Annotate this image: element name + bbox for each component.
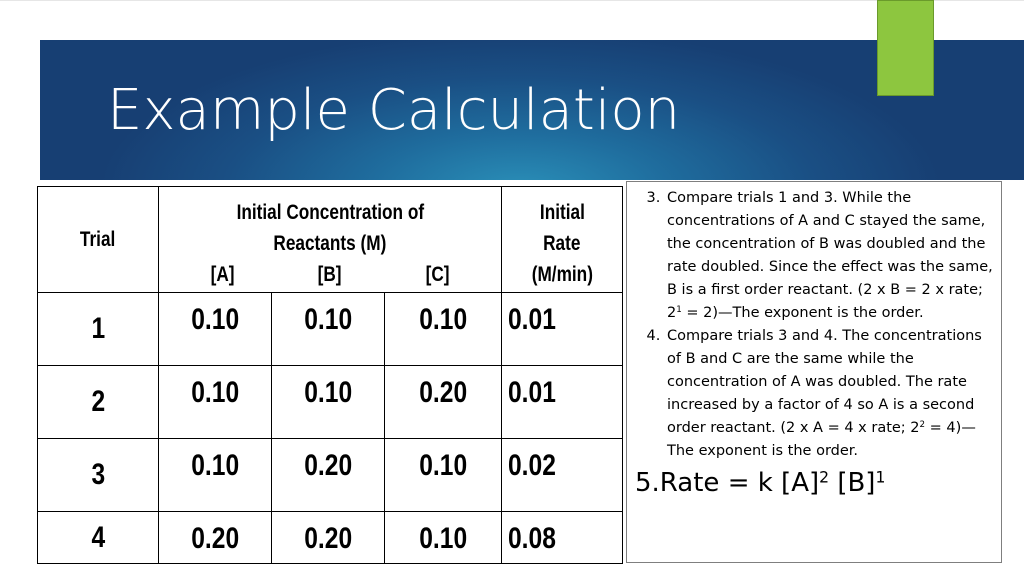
accent-bar <box>877 0 934 96</box>
conc-c-cell: 0.10 <box>419 449 467 482</box>
explanation-list <box>627 182 1001 463</box>
trial-cell: 4 <box>91 520 105 554</box>
top-divider <box>0 0 1024 1</box>
conc-a-cell: 0.20 <box>191 522 239 555</box>
conc-a-cell: 0.10 <box>191 449 239 482</box>
list-item: 3. Compare trials 1 and 3. While the concentrations of A and C stayed the same, the concentration of B was doubled and the rate doubled. Since the effect was the same, B is a first order reactant. (2 x B = 2 x rate; $2^1$ = 2)—The exponent is the order. <box>665 187 993 325</box>
header-concentration <box>159 187 502 293</box>
rate-cell: 0.08 <box>508 522 556 555</box>
explanation-textbox <box>626 181 1002 563</box>
conc-c-cell: 0.20 <box>419 376 467 409</box>
header-conc-line2: Reactants (M) <box>273 232 387 255</box>
table-row <box>38 439 623 512</box>
header-rate: Initial Rate (M/min) <box>502 187 623 293</box>
list-item: 4. Compare trials 3 and 4. The concentrations of B and C are the same while the concentration of A was doubled. The rate increased by a factor of 4 so A is a second order reactant. (2 x A = 4 x rate; $2^2$ = 4)—The exponent is the order. <box>665 325 993 463</box>
conc-b-cell: 0.10 <box>304 303 352 336</box>
conc-a-cell: 0.10 <box>191 376 239 409</box>
conc-b-cell: 0.20 <box>304 522 352 555</box>
trial-cell: 3 <box>91 458 105 491</box>
table-row <box>38 293 623 366</box>
header-b: [B] <box>318 263 342 286</box>
header-trial: Trial <box>38 187 159 293</box>
rate-data-table <box>37 186 623 564</box>
rate-cell: 0.01 <box>508 303 556 336</box>
trial-cell: 1 <box>91 312 105 345</box>
rate-cell: 0.01 <box>508 376 556 409</box>
header-conc-line1: Initial Concentration of <box>236 201 424 224</box>
conc-b-cell: 0.10 <box>304 376 352 409</box>
trial-cell: 2 <box>91 385 105 418</box>
conc-c-cell: 0.10 <box>419 303 467 336</box>
table-row <box>38 512 623 564</box>
conc-c-cell: 0.10 <box>419 522 467 555</box>
rate-cell: 0.02 <box>508 449 556 482</box>
conc-b-cell: 0.20 <box>304 449 352 482</box>
slide-title: Example Calculation <box>107 78 681 143</box>
table-row <box>38 366 623 439</box>
header-c: [C] <box>425 263 450 286</box>
rate-law-equation: 5.Rate = k $[A]^2$ $[B]^1$ <box>635 468 886 498</box>
conc-a-cell: 0.10 <box>191 303 239 336</box>
header-a: [A] <box>210 263 235 286</box>
table-header-row <box>38 187 623 293</box>
